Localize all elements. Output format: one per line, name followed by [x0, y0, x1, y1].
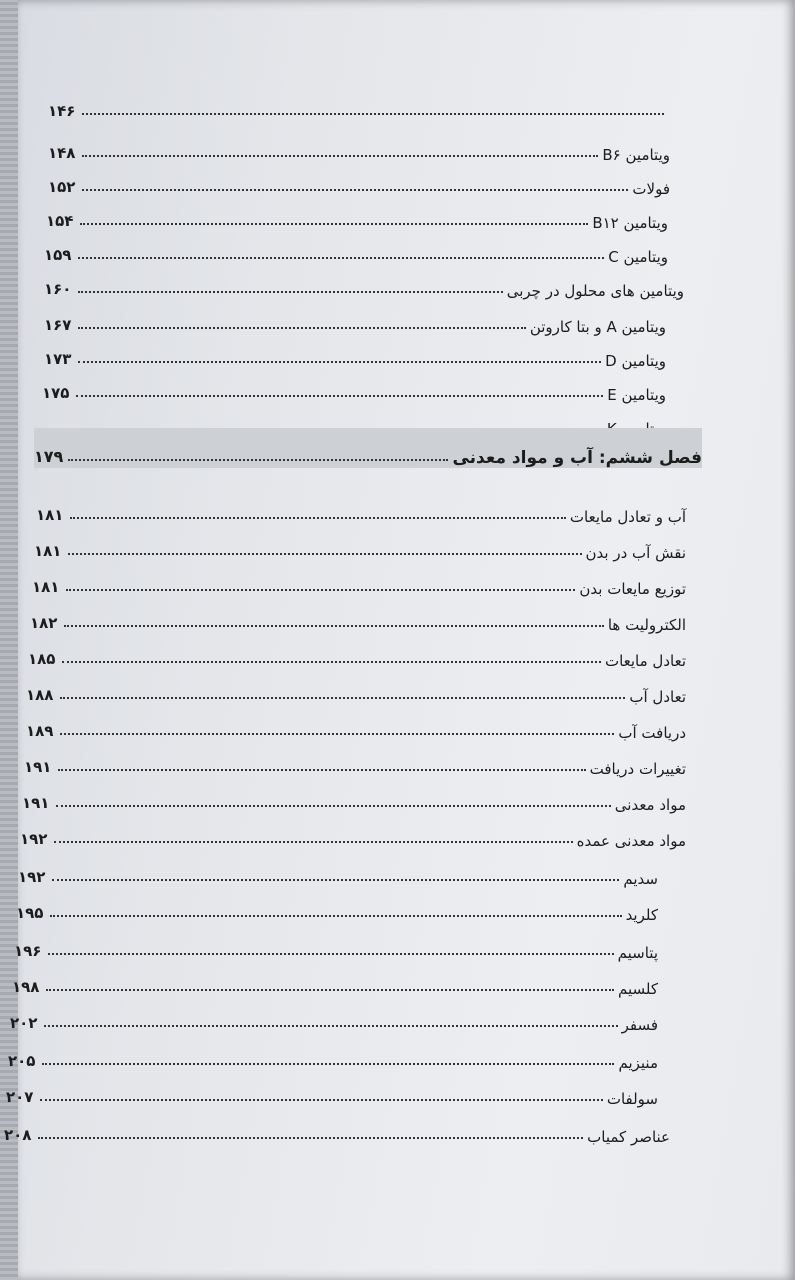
toc-entry — [48, 128, 670, 164]
toc-leader — [78, 360, 601, 363]
toc-leader — [76, 394, 603, 397]
toc-entry — [18, 852, 658, 888]
toc-leader — [40, 1098, 603, 1101]
toc-entry — [44, 230, 668, 266]
toc-title: کلسیم — [618, 980, 658, 998]
toc-leader — [82, 188, 628, 191]
toc-title: سولفات — [606, 1090, 658, 1108]
toc-page-number: ۲۰۵ — [8, 1052, 36, 1070]
toc-title: تعادل مایعات — [604, 652, 686, 670]
toc-entry — [48, 162, 670, 198]
toc-leader — [46, 988, 614, 991]
toc-leader — [78, 326, 526, 329]
toc-entry — [36, 490, 686, 526]
toc-title: نقش آب در بدن — [585, 544, 686, 562]
toc-entry — [20, 814, 686, 850]
toc-leader — [68, 552, 582, 555]
toc-page-number: ۱۷۹ — [34, 447, 64, 466]
toc-leader — [82, 112, 664, 115]
toc-title: ویتامین D — [605, 352, 666, 370]
toc-entry — [28, 634, 686, 670]
toc-entry — [46, 196, 668, 232]
toc-title: ویتامین C — [608, 248, 668, 266]
toc-title: فولات — [632, 180, 670, 198]
toc-leader — [78, 290, 503, 293]
toc-entry — [42, 368, 666, 404]
toc-entry — [44, 264, 684, 300]
toc-title: کلرید — [625, 906, 658, 924]
toc-leader — [48, 952, 614, 955]
toc-title: ویتامین B۶ — [602, 146, 670, 164]
toc-title: پتاسیم — [617, 944, 658, 962]
chapter-title: فصل ششم: آب و مواد معدنی — [452, 448, 702, 468]
toc-title: ویتامین B۱۲ — [592, 214, 668, 232]
toc-entry — [26, 670, 686, 706]
toc-leader — [56, 804, 611, 807]
toc-leader — [60, 732, 614, 735]
toc-leader — [66, 588, 575, 591]
toc-page-number: ۱۹۶ — [14, 942, 42, 960]
toc-page-number: ۱۵۹ — [44, 246, 72, 264]
toc-title: عناصر کمیاب — [587, 1128, 670, 1146]
toc-title: سدیم — [623, 870, 658, 888]
toc-entry — [24, 742, 686, 778]
toc-leader — [60, 696, 625, 699]
toc-entry — [44, 334, 666, 370]
toc-page-number: ۱۸۱ — [36, 506, 64, 524]
toc-entry — [12, 962, 658, 998]
toc-page-number: ۱۴۶ — [48, 102, 76, 120]
toc-leader — [80, 222, 588, 225]
toc-page-number: ۱۶۷ — [44, 316, 72, 334]
toc-title: ویتامین E — [607, 386, 666, 404]
toc-page-number: ۲۰۸ — [4, 1126, 32, 1144]
toc-title: الکترولیت ها — [607, 616, 686, 634]
toc-title: مواد معدنی عمده — [576, 832, 686, 850]
toc-entry — [10, 998, 658, 1034]
toc-page-number: ۲۰۷ — [6, 1088, 34, 1106]
toc-title: ویتامین A و بتا کاروتن — [529, 318, 666, 336]
toc-leader — [78, 256, 604, 259]
toc-page-number: ۱۸۸ — [26, 686, 54, 704]
toc-page-number: ۲۰۲ — [10, 1014, 38, 1032]
toc-page-number: ۱۸۵ — [28, 650, 56, 668]
toc-page-number: ۱۸۹ — [26, 722, 54, 740]
toc-page-number: ۱۸۱ — [32, 578, 60, 596]
toc-title: تعادل آب — [629, 688, 686, 706]
toc-page-number: ۱۹۸ — [12, 978, 40, 996]
toc-entry — [34, 526, 686, 562]
chapter-heading — [34, 428, 702, 468]
toc-title: دریافت آب — [618, 724, 686, 742]
toc-leader — [44, 1024, 618, 1027]
toc-page-number: ۱۵۲ — [48, 178, 76, 196]
toc-title: آب و تعادل مایعات — [569, 508, 686, 526]
toc-page-number: ۱۹۲ — [18, 868, 46, 886]
toc-entry — [48, 86, 668, 122]
toc-page-number: ۱۶۰ — [44, 280, 72, 298]
toc-entry — [30, 598, 686, 634]
toc-page-number: ۱۹۲ — [20, 830, 48, 848]
toc-page-number: ۱۸۲ — [30, 614, 58, 632]
toc-entry — [16, 888, 658, 924]
toc-entry — [44, 300, 666, 336]
toc-page-number: ۱۵۴ — [46, 212, 74, 230]
toc-entry — [32, 562, 686, 598]
toc-leader — [64, 624, 604, 627]
toc-leader — [54, 840, 573, 843]
toc-title: مواد معدنی — [614, 796, 686, 814]
toc-page-number: ۱۸۱ — [34, 542, 62, 560]
toc-leader — [58, 768, 586, 771]
toc-entry — [8, 1036, 658, 1072]
toc-leader — [50, 914, 622, 917]
toc-leader — [68, 458, 448, 461]
toc-entry — [4, 1110, 670, 1146]
toc-page-number: ۱۹۱ — [22, 794, 50, 812]
toc-entry — [14, 926, 658, 962]
toc-page-number: ۱۷۵ — [42, 384, 70, 402]
toc-entry — [6, 1072, 658, 1108]
toc-title: منیزیم — [618, 1054, 658, 1072]
toc-leader — [82, 154, 598, 157]
toc-leader — [52, 878, 619, 881]
toc-title: فسفر — [621, 1016, 658, 1034]
toc-title: تغییرات دریافت — [589, 760, 686, 778]
toc-leader — [70, 516, 566, 519]
toc-page-number: ۱۹۵ — [16, 904, 44, 922]
toc-title: توزیع مایعات بدن — [579, 580, 686, 598]
toc-page-number: ۱۹۱ — [24, 758, 52, 776]
toc-page-number: ۱۷۳ — [44, 350, 72, 368]
toc-leader — [38, 1136, 583, 1139]
toc-page-number: ۱۴۸ — [48, 144, 76, 162]
toc-title: ویتامین های محلول در چربی — [506, 282, 684, 300]
toc-entry — [26, 706, 686, 742]
toc-entry — [22, 778, 686, 814]
toc-leader — [62, 660, 601, 663]
toc-leader — [42, 1062, 614, 1065]
